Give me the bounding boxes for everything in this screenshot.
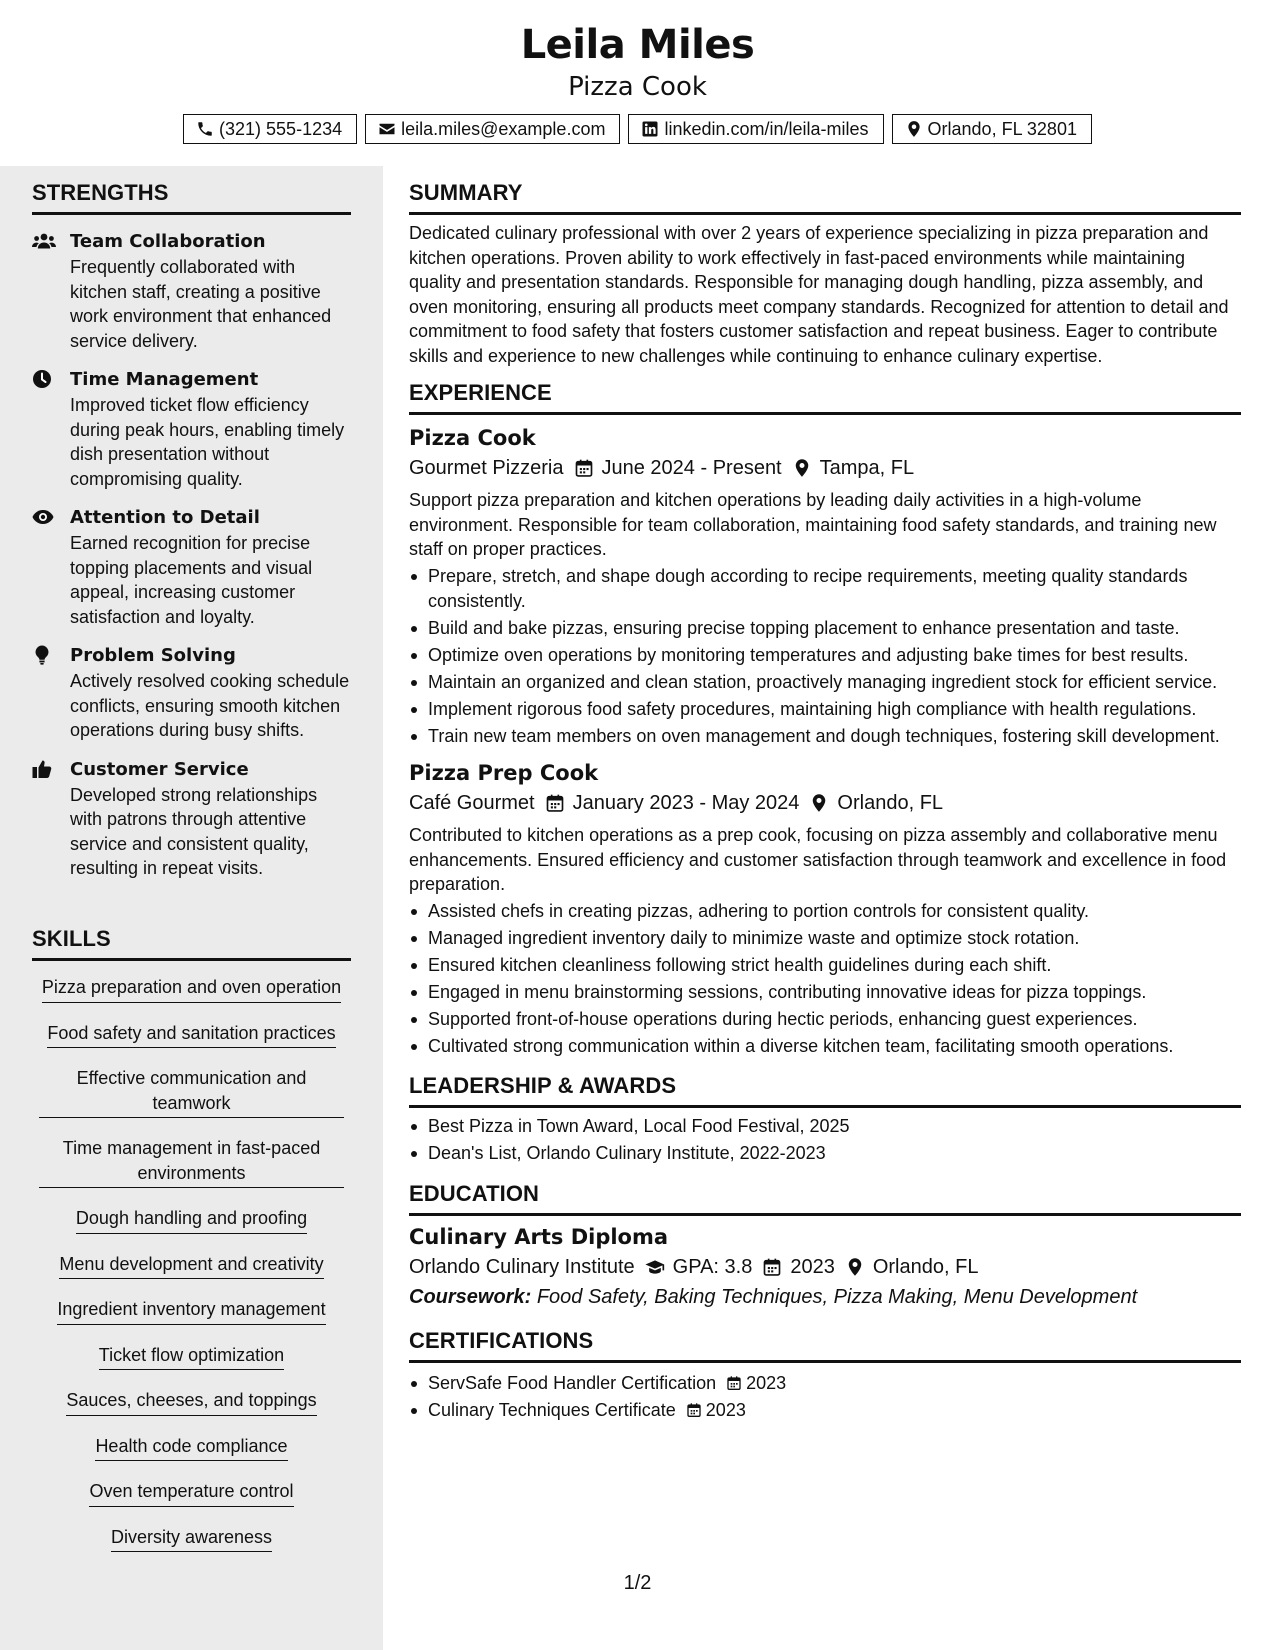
job-dates: January 2023 - May 2024 xyxy=(572,792,800,814)
job-bullet: Engaged in menu brainstorming sessions, contributing innovative ideas for pizza toppings. xyxy=(409,980,1241,1005)
education-meta xyxy=(409,1252,1241,1282)
sidebar xyxy=(0,166,383,1650)
graduation-year: 2023 xyxy=(790,1256,835,1278)
job-entry xyxy=(409,423,1241,748)
coursework-label: Coursework: xyxy=(409,1286,532,1308)
certification-name: Culinary Techniques Certificate xyxy=(428,1400,676,1420)
envelope-icon xyxy=(378,120,396,138)
page-number: 1/2 xyxy=(623,1572,652,1594)
job-bullet: Supported front-of-house operations during hectic periods, enhancing guest experiences. xyxy=(409,1007,1241,1032)
certification-item xyxy=(409,1371,1241,1396)
education-section xyxy=(409,1181,1241,1312)
school-name: Orlando Culinary Institute xyxy=(409,1256,635,1278)
job-location: Orlando, FL xyxy=(837,792,944,814)
lightbulb-icon xyxy=(32,643,56,743)
candidate-title: Pizza Cook xyxy=(568,72,707,102)
job-bullet: Implement rigorous food safety procedures, maintaining high compliance with health regulations. xyxy=(409,697,1241,722)
calendar-icon xyxy=(762,1257,782,1277)
strength-desc: Developed strong relationships with patrons through attentive service and consistent quality, resulting in repeat visits. xyxy=(70,784,318,878)
leadership-section xyxy=(409,1073,1241,1166)
certifications-heading: CERTIFICATIONS xyxy=(409,1328,1241,1363)
coursework xyxy=(409,1282,1241,1312)
skill-item: Sauces, cheeses, and toppings xyxy=(66,1388,316,1416)
award-item: Dean's List, Orlando Culinary Institute, 2022-2023 xyxy=(409,1141,1241,1166)
certification-item xyxy=(409,1398,1241,1423)
resume-header xyxy=(0,0,1275,166)
strengths-list xyxy=(32,229,351,881)
contact-phone-text: (321) 555-1234 xyxy=(219,118,343,139)
job-bullet: Prepare, stretch, and shape dough according to recipe requirements, meeting quality standards consistently. xyxy=(409,564,1241,613)
strength-item xyxy=(32,643,351,743)
skill-item: Health code compliance xyxy=(95,1434,287,1462)
education-heading: EDUCATION xyxy=(409,1181,1241,1216)
skill-item: Ingredient inventory management xyxy=(57,1297,325,1325)
contact-email-text: leila.miles@example.com xyxy=(401,118,606,139)
contact-linkedin-text: linkedin.com/in/leila-miles xyxy=(664,118,869,139)
users-icon xyxy=(32,229,56,353)
strength-desc: Improved ticket flow efficiency during peak hours, enabling timely dish presentation without compromising quality. xyxy=(70,395,345,489)
job-description: Contributed to kitchen operations as a prep cook, focusing on pizza assembly and collaborative menu enhancements. Ensured efficiency and customer satisfaction through teamwork and excellence in food preparation. xyxy=(409,825,1227,894)
job-dates: June 2024 - Present xyxy=(601,457,782,479)
map-pin-icon xyxy=(809,793,829,813)
job-bullet: Build and bake pizzas, ensuring precise topping placement to enhance presentation and taste. xyxy=(409,616,1241,641)
job-location: Tampa, FL xyxy=(819,457,915,479)
strength-title: Problem Solving xyxy=(70,645,236,666)
contact-bar xyxy=(0,114,1275,144)
award-item: Best Pizza in Town Award, Local Food Festival, 2025 xyxy=(409,1114,1241,1139)
leadership-heading: LEADERSHIP & AWARDS xyxy=(409,1073,1241,1108)
calendar-icon xyxy=(545,793,565,813)
strength-desc: Actively resolved cooking schedule conflicts, ensuring smooth kitchen operations during busy shifts. xyxy=(70,671,350,740)
contact-location xyxy=(892,114,1092,144)
school-location: Orlando, FL xyxy=(872,1256,979,1278)
summary-text: Dedicated culinary professional with over 2 years of experience specializing in pizza preparation and kitchen operations. Proven ability to work effectively in fast-paced environments while maintaining quality and presentation standards. Responsible for managing dough handling, pizza assembly, and oven monitoring, ensuring all products meet company standards. Recognized for attention to detail and commitment to food safety that fosters customer satisfaction and repeat business. Eager to contribute skills and experience to new challenges while continuing to enhance culinary expertise. xyxy=(409,223,1229,366)
skill-item: Food safety and sanitation practices xyxy=(47,1021,335,1049)
job-company: Gourmet Pizzeria xyxy=(409,457,564,479)
map-pin-icon xyxy=(792,458,812,478)
skills-list xyxy=(32,961,351,1552)
contact-linkedin[interactable] xyxy=(628,114,883,144)
job-company: Café Gourmet xyxy=(409,792,535,814)
calendar-icon xyxy=(686,1402,702,1418)
skills-section xyxy=(32,926,351,1552)
coursework-list: Food Safety, Baking Techniques, Pizza Making, Menu Development xyxy=(536,1286,1138,1308)
strength-title: Team Collaboration xyxy=(70,231,266,252)
calendar-icon xyxy=(726,1375,742,1391)
job-entry xyxy=(409,758,1241,1059)
strength-item xyxy=(32,367,351,491)
thumbs-up-icon xyxy=(32,757,56,881)
graduation-cap-icon xyxy=(645,1257,665,1277)
job-title: Pizza Prep Cook xyxy=(409,761,599,785)
skill-item: Diversity awareness xyxy=(111,1525,272,1553)
experience-section xyxy=(409,380,1241,1059)
gpa: GPA: 3.8 xyxy=(672,1256,753,1278)
contact-phone[interactable] xyxy=(183,114,357,144)
calendar-icon xyxy=(574,458,594,478)
certifications-list xyxy=(409,1371,1241,1423)
certifications-section xyxy=(409,1328,1241,1423)
map-pin-icon xyxy=(905,120,923,138)
candidate-name: Leila Miles xyxy=(520,22,755,68)
job-bullets xyxy=(409,899,1241,1059)
clock-icon xyxy=(32,367,56,491)
strength-title: Customer Service xyxy=(70,758,249,780)
job-bullet: Assisted chefs in creating pizzas, adhering to portion controls for consistent quality. xyxy=(409,899,1241,924)
certification-name: ServSafe Food Handler Certification xyxy=(428,1373,717,1393)
skill-item: Effective communication and teamwork xyxy=(39,1066,344,1118)
skill-item: Menu development and creativity xyxy=(59,1252,323,1280)
job-title: Pizza Cook xyxy=(409,426,536,450)
linkedin-icon xyxy=(641,120,659,138)
degree-name: Culinary Arts Diploma xyxy=(409,1225,669,1249)
strength-title: Time Management xyxy=(70,369,259,390)
strength-item xyxy=(32,505,351,629)
job-bullets xyxy=(409,564,1241,748)
strength-title: Attention to Detail xyxy=(70,507,260,528)
eye-icon xyxy=(32,505,56,629)
skill-item: Time management in fast-paced environments xyxy=(39,1136,344,1188)
job-bullet: Optimize oven operations by monitoring temperatures and adjusting bake times for best results. xyxy=(409,643,1241,668)
phone-icon xyxy=(196,120,214,138)
leadership-list xyxy=(409,1114,1241,1166)
summary-heading: SUMMARY xyxy=(409,180,1241,215)
job-meta xyxy=(409,788,1241,818)
skill-item: Oven temperature control xyxy=(89,1479,293,1507)
contact-email[interactable] xyxy=(365,114,620,144)
map-pin-icon xyxy=(845,1257,865,1277)
job-bullet: Ensured kitchen cleanliness following strict health guidelines during each shift. xyxy=(409,953,1241,978)
job-bullet: Cultivated strong communication within a diverse kitchen team, facilitating smooth operations. xyxy=(409,1034,1241,1059)
skills-heading: SKILLS xyxy=(32,926,351,961)
strength-desc: Frequently collaborated with kitchen staff, creating a positive work environment that enhanced service delivery. xyxy=(70,257,332,351)
main-content xyxy=(409,166,1241,1423)
job-meta xyxy=(409,453,1241,483)
skill-item: Dough handling and proofing xyxy=(76,1206,307,1234)
strength-desc: Earned recognition for precise topping placements and visual appeal, increasing customer satisfaction and loyalty. xyxy=(70,533,313,627)
job-bullet: Train new team members on oven management and dough techniques, fostering skill development. xyxy=(409,724,1241,749)
strength-item xyxy=(32,757,351,881)
skill-item: Ticket flow optimization xyxy=(99,1343,284,1371)
job-description: Support pizza preparation and kitchen operations by leading daily activities in a high-volume environment. Responsible for team collaboration, maintaining food safety standards, and training new staff on proper practices. xyxy=(409,490,1217,559)
job-bullet: Managed ingredient inventory daily to minimize waste and optimize stock rotation. xyxy=(409,926,1241,951)
contact-location-text: Orlando, FL 32801 xyxy=(927,118,1077,139)
experience-heading: EXPERIENCE xyxy=(409,380,1241,415)
strengths-section xyxy=(32,180,351,881)
certification-year: 2023 xyxy=(746,1373,787,1393)
certification-year: 2023 xyxy=(705,1400,746,1420)
strength-item xyxy=(32,229,351,353)
summary-section xyxy=(409,180,1241,368)
job-bullet: Maintain an organized and clean station, proactively managing ingredient stock for efficient service. xyxy=(409,670,1241,695)
strengths-heading: STRENGTHS xyxy=(32,180,351,215)
skill-item: Pizza preparation and oven operation xyxy=(42,975,341,1003)
